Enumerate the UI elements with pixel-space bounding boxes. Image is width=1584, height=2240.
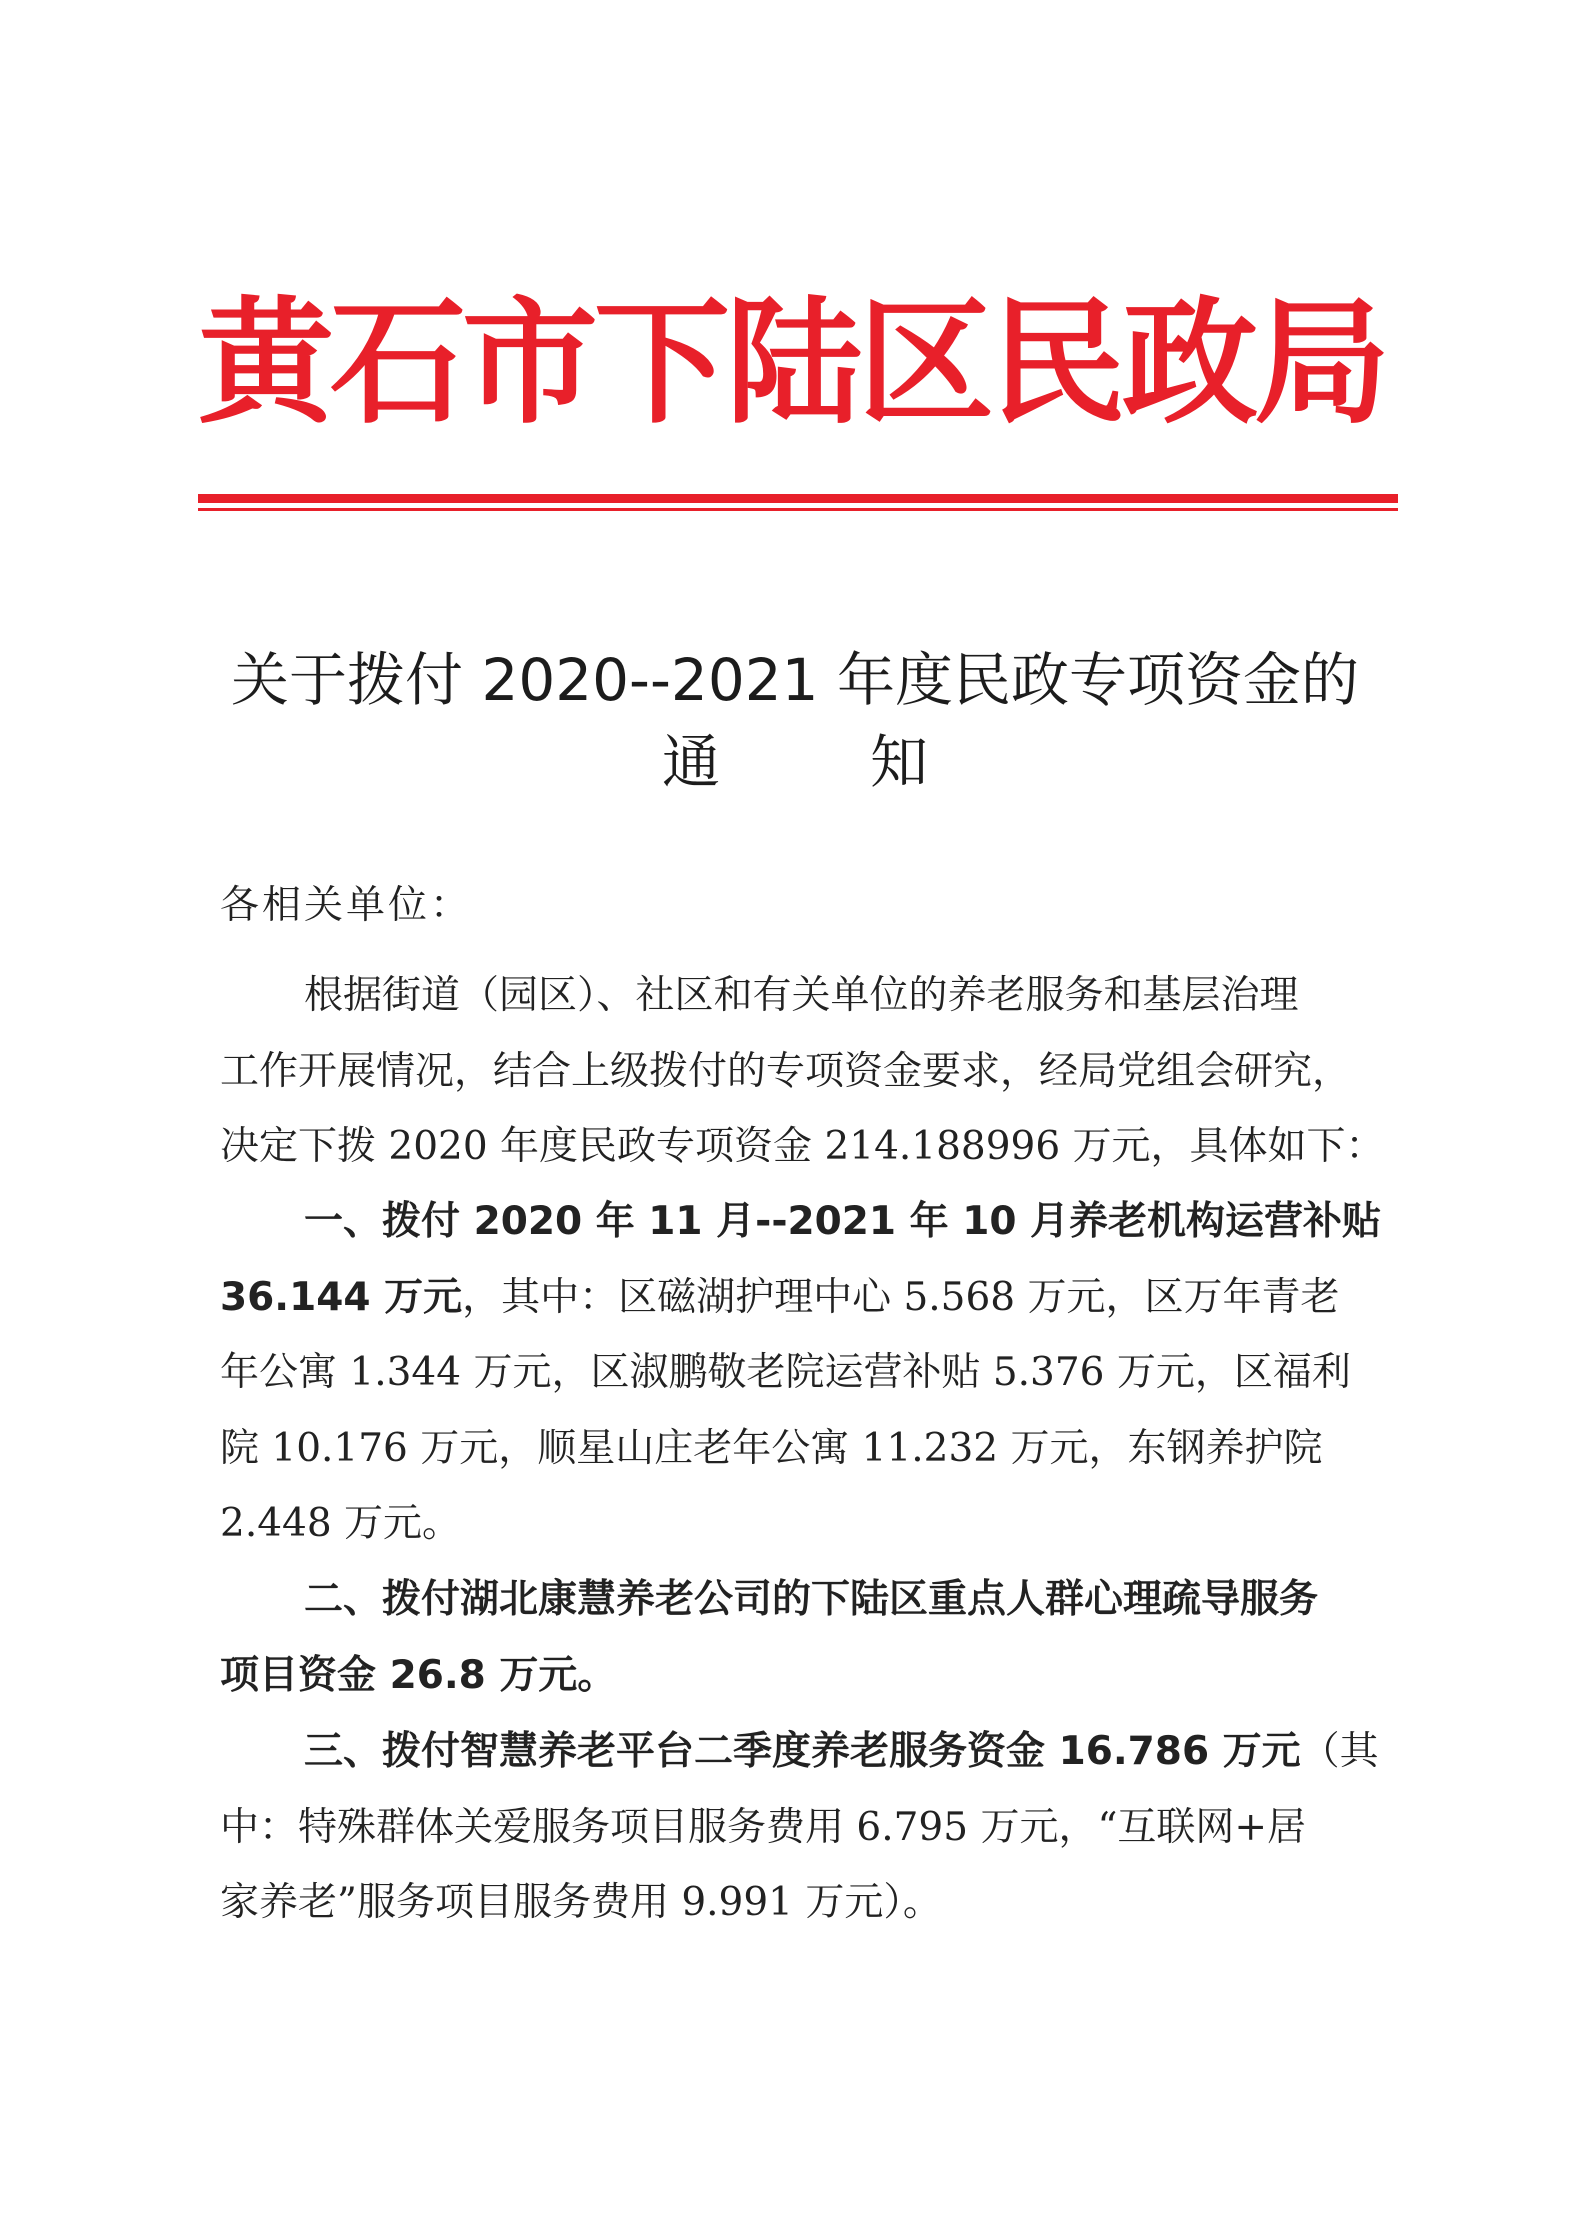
item-3-line-1 bbox=[220, 1714, 1406, 1790]
paragraph-item-1 bbox=[220, 1184, 1406, 1562]
item-1-amount: 36.144 万元 bbox=[220, 1274, 463, 1320]
item-1-line-2 bbox=[220, 1260, 1406, 1336]
item-1-line-4: 院 10.176 万元，顺星山庄老年公寓 11.232 万元，东钢养护院 bbox=[220, 1425, 1323, 1471]
item-1-line-3: 年公寓 1.344 万元，区淑鹏敬老院运营补贴 5.376 万元，区福利 bbox=[220, 1350, 1351, 1395]
document-title-line-2: 通知 bbox=[661, 728, 1078, 796]
item-1-line-5: 2.448 万元。 bbox=[220, 1501, 462, 1546]
item-3-heading: 三、拨付智慧养老平台二季度养老服务资金 16.786 万元 bbox=[304, 1729, 1301, 1774]
salutation: 各相关单位： bbox=[220, 883, 473, 928]
item-3-line-2: 中：特殊群体关爱服务项目服务费用 6.795 万元，“互联网+居 bbox=[220, 1804, 1307, 1850]
letterhead-red-rule-thick bbox=[198, 494, 1398, 503]
letterhead-red-rule-thin bbox=[198, 508, 1398, 511]
item-3-line-1-rest: （其 bbox=[1300, 1729, 1379, 1774]
item-3-line-3: 家养老”服务项目服务费用 9.991 万元）。 bbox=[220, 1880, 942, 1925]
item-2-heading-line-1: 二、拨付湖北康慧养老公司的下陆区重点人群心理疏导服务 bbox=[304, 1577, 1319, 1622]
paragraph-intro-line-3: 决定下拨 2020 年度民政专项资金 214.188996 万元，具体如下： bbox=[220, 1124, 1385, 1169]
item-1-line-2-rest: ，其中：区磁湖护理中心 5.568 万元，区万年青老 bbox=[462, 1274, 1340, 1320]
item-2-heading-line-2: 项目资金 26.8 万元。 bbox=[220, 1652, 617, 1698]
paragraph-intro-line-1: 根据街道（园区）、社区和有关单位的养老服务和基层治理 bbox=[304, 973, 1299, 1018]
paragraph-item-3 bbox=[220, 1714, 1406, 1941]
paragraph-item-2 bbox=[220, 1562, 1406, 1713]
document-title-line-1: 关于拨付 2020--2021 年度民政专项资金的 bbox=[231, 646, 1359, 714]
paragraph-intro bbox=[220, 958, 1406, 1185]
letterhead-org-name: 黄石市下陆区民政局 bbox=[198, 283, 1386, 443]
paragraph-intro-line-2: 工作开展情况，结合上级拨付的专项资金要求，经局党组会研究， bbox=[220, 1048, 1352, 1094]
item-1-heading-line-1: 一、拨付 2020 年 11 月--2021 年 10 月养老机构运营补贴 bbox=[304, 1199, 1382, 1244]
